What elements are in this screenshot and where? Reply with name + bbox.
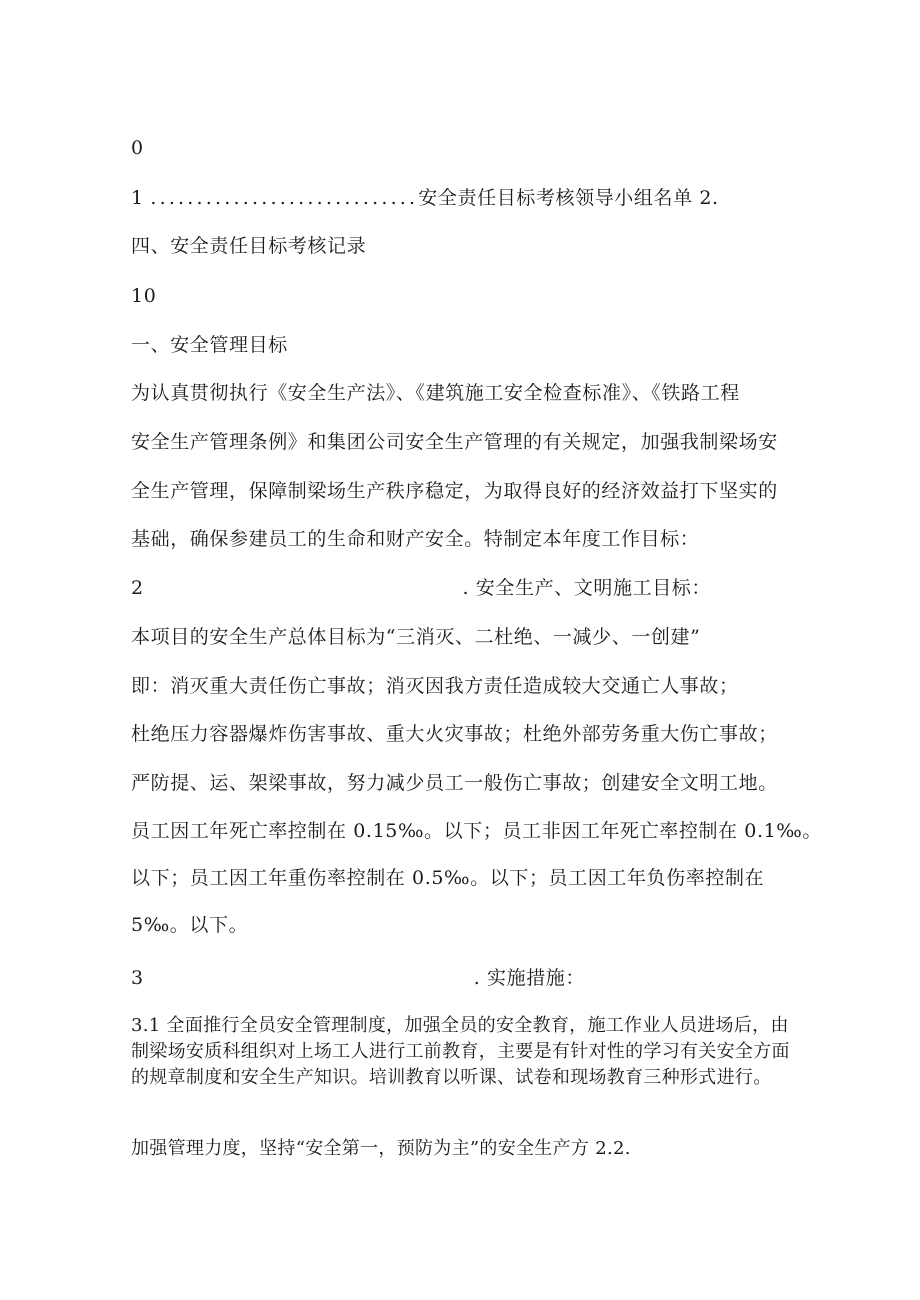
measure-paragraph-2-2: 加强管理力度，坚持“安全第一，预防为主”的安全生产方 2.2. — [131, 1138, 631, 1159]
goal-line: 严防提、运、架梁事故，努力减少员工一般伤亡事故；创建安全文明工地。 — [131, 772, 778, 794]
intro-paragraph-line: 全生产管理，保障制梁场生产秩序稳定，为取得良好的经济效益打下坚实的 — [131, 480, 778, 502]
goal-line: 杜绝压力容器爆炸伤害事故、重大火灾事故；杜绝外部劳务重大伤亡事故； — [131, 723, 778, 745]
subsection-heading-3 — [131, 966, 585, 990]
toc-leader-dots: ............................. — [150, 187, 419, 209]
goal-line: 5‰。以下。 — [131, 914, 249, 936]
measure-paragraph-3-1: 3.1 全面推行全员安全管理制度，加强全员的安全教育，施工作业人员进场后，由制梁场安质科组织对上场工人进行工前教育，主要是有针对性的学习有关安全方面的规章制度和安全生产知识。培训教育以听课、试卷和现场教育三种形式进行。 — [131, 1015, 790, 1088]
toc-entry-1 — [131, 186, 719, 210]
intro-paragraph-line: 为认真贯彻执行《安全生产法》、《建筑施工安全检查标准》、《铁路工程 — [131, 382, 740, 404]
toc-entry-number: 1 — [131, 187, 144, 209]
toc-page-number-0: 0 — [131, 137, 144, 159]
toc-page-number-10: 10 — [131, 285, 157, 307]
subsection-number: 2 — [131, 577, 144, 599]
section-heading-1: 一、安全管理目标 — [131, 334, 288, 356]
subsection-number: 3 — [131, 967, 144, 989]
intro-paragraph-line: 安全生产管理条例》和集团公司安全生产管理的有关规定，加强我制梁场安 — [131, 431, 778, 453]
goal-line: 即：消灭重大责任伤亡事故；消灭因我方责任造成较大交通亡人事故； — [131, 675, 739, 697]
subsection-title: . 安全生产、文明施工目标： — [462, 577, 711, 599]
toc-entry-title: 安全责任目标考核领导小组名单 2. — [418, 187, 719, 209]
subsection-heading-2 — [131, 576, 711, 600]
goal-line: 员工因工年死亡率控制在 0.15‰。以下；员工非因工年死亡率控制在 0.1‰。 — [131, 820, 822, 842]
subsection-title: . 实施措施： — [473, 967, 585, 989]
intro-paragraph-line: 基础，确保参建员工的生命和财产安全。特制定本年度工作目标： — [131, 528, 700, 550]
goal-line: 本项目的安全生产总体目标为“三消灭、二杜绝、一减少、一创建” — [131, 626, 701, 648]
toc-entry-4: 四、安全责任目标考核记录 — [131, 235, 367, 257]
goal-line: 以下；员工因工年重伤率控制在 0.5‰。以下；员工因工年负伤率控制在 — [131, 867, 765, 889]
